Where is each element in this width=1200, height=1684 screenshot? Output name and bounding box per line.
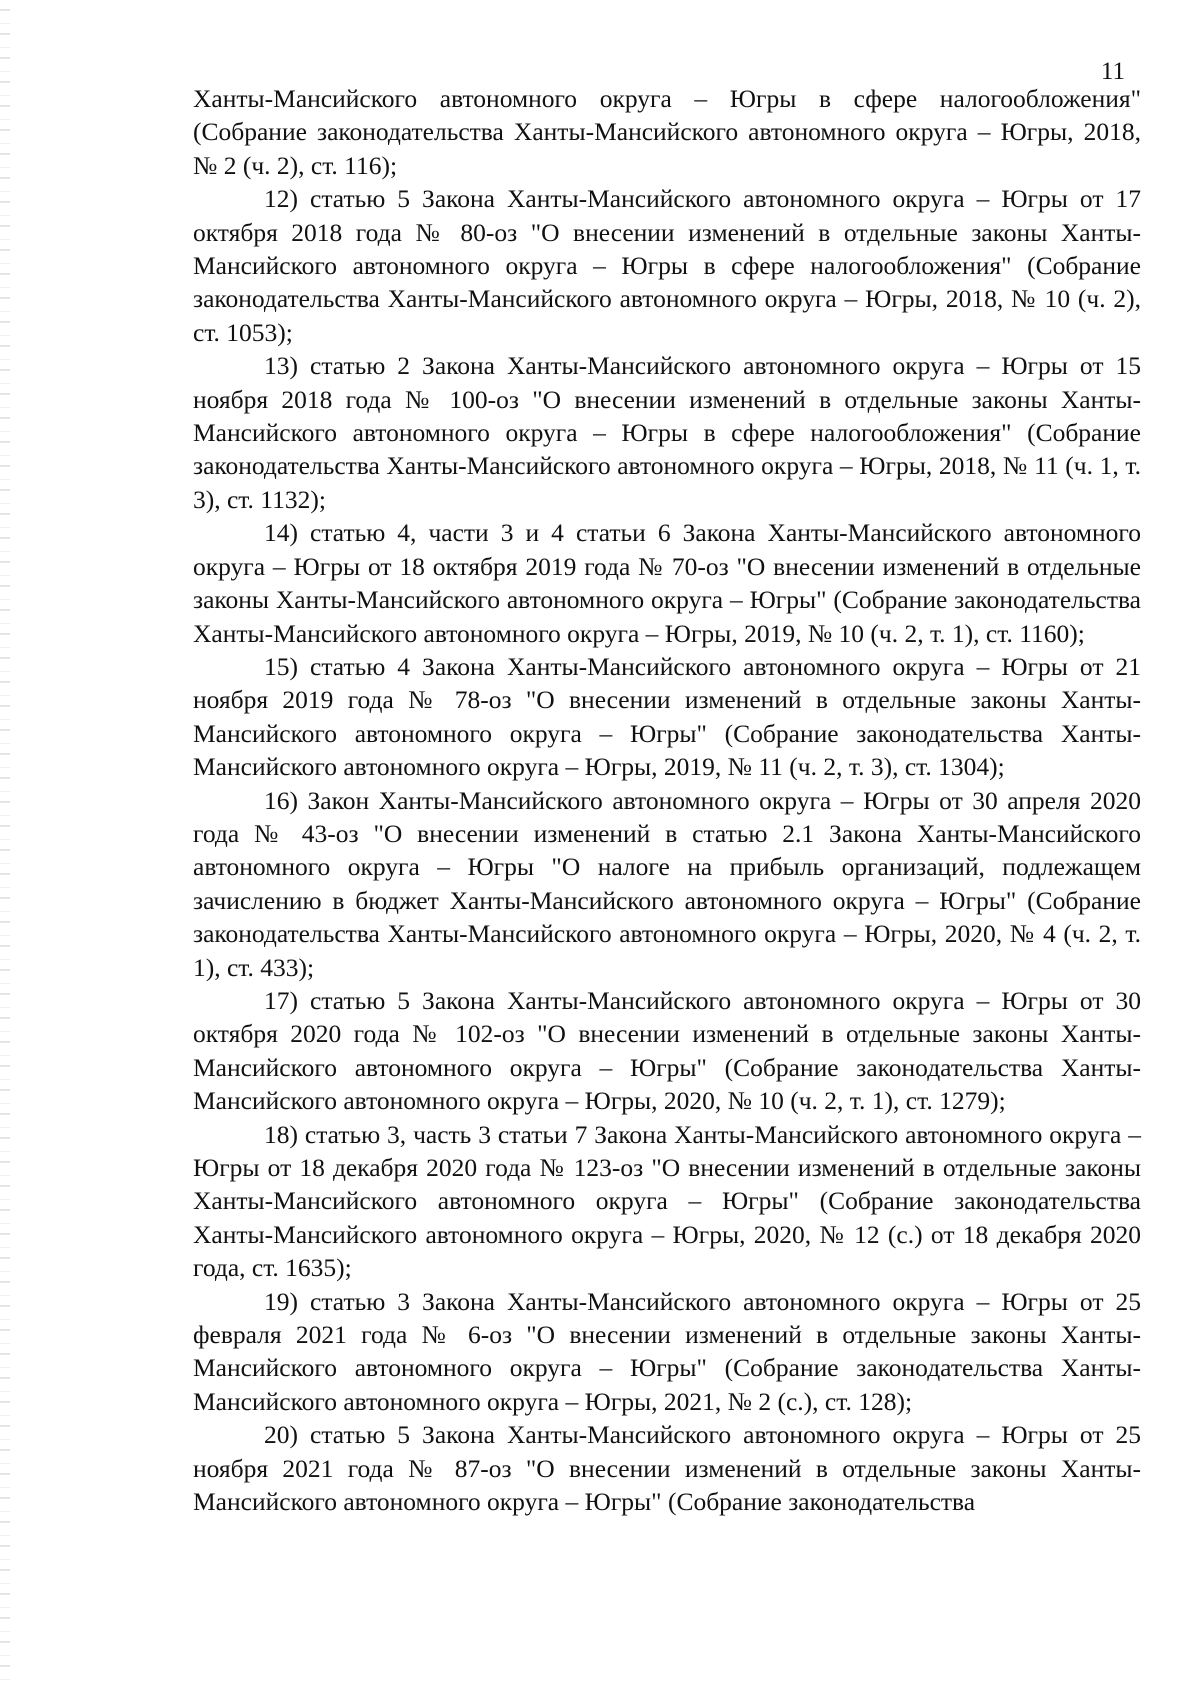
list-item-18: 18) статью 3, часть 3 статьи 7 Закона Ханты-Мансийского автономного округа – Югры от 18 декабря 2020 года № 123-оз "О внесении изменений в отдельные законы Ханты-Мансийского автономного округа – Югры" (Собрание законодательства Ханты-Мансийского автономного округа – Югры, 2020, № 12 (с.) от 18 декабря 2020 года, ст. 1635);	[193, 1119, 1141, 1283]
page-number: 11	[1100, 58, 1125, 85]
list-item-13: 13) статью 2 Закона Ханты-Мансийского автономного округа – Югры от 15 ноября 2018 года № 100-оз "О внесении изменений в отдельные законы Ханты-Мансийского автономного округа – Югры в сфере налогообложения" (Собрание законодательства Ханты-Мансийского автономного округа – Югры, 2018, № 11 (ч. 1, т. 3), ст. 1132);	[193, 351, 1141, 514]
list-item-16: 16) Закон Ханты-Мансийского автономного округа – Югры от 30 апреля 2020 года № 43-оз "О внесении изменений в статью 2.1 Закона Ханты-Мансийского автономного округа – Югры "О налоге на прибыль организаций, подлежащем зачислению в бюджет Ханты-Мансийского автономного округа – Югры" (Собрание законодательства Ханты-Мансийского автономного округа – Югры, 2020, № 4 (ч. 2, т. 1), ст. 433);	[193, 785, 1141, 982]
list-item-17: 17) статью 5 Закона Ханты-Мансийского автономного округа – Югры от 30 октября 2020 года № 102-оз "О внесении изменений в отдельные законы Ханты-Мансийского автономного округа – Югры" (Собрание законодательства Ханты-Мансийского автономного округа – Югры, 2020, № 10 (ч. 2, т. 1), ст. 1279);	[193, 985, 1141, 1116]
continuation-paragraph: Ханты-Мансийского автономного округа – Югры в сфере налогообложения" (Собрание законодательства Ханты-Мансийского автономного округа – Югры, 2018, № 2 (ч. 2), ст. 116);	[193, 84, 1141, 180]
scan-edge-artifact	[0, 0, 10, 1684]
list-item-19: 19) статью 3 Закона Ханты-Мансийского автономного округа – Югры от 25 февраля 2021 года № 6-оз "О внесении изменений в отдельные законы Ханты-Мансийского автономного округа – Югры" (Собрание законодательства Ханты-Мансийского автономного округа – Югры, 2021, № 2 (с.), ст. 128);	[193, 1286, 1141, 1416]
list-item-20: 20) статью 5 Закона Ханты-Мансийского автономного округа – Югры от 25 ноября 2021 года № 87-оз "О внесении изменений в отдельные законы Ханты-Мансийского автономного округа – Югры" (Собрание законодательства	[193, 1420, 1141, 1517]
list-item-15: 15) статью 4 Закона Ханты-Мансийского автономного округа – Югры от 21 ноября 2019 года № 78-оз "О внесении изменений в отдельные законы Ханты-Мансийского автономного округа – Югры" (Собрание законодательства Ханты-Мансийского автономного округа – Югры, 2019, № 11 (ч. 2, т. 3), ст. 1304);	[193, 651, 1141, 782]
list-item-12: 12) статью 5 Закона Ханты-Мансийского автономного округа – Югры от 17 октября 2018 года № 80-оз "О внесении изменений в отдельные законы Ханты-Мансийского автономного округа – Югры в сфере налогообложения" (Собрание законодательства Ханты-Мансийского автономного округа – Югры, 2018, № 10 (ч. 2), ст. 1053);	[193, 184, 1141, 347]
document-body	[193, 82, 1141, 1518]
list-item-14: 14) статью 4, части 3 и 4 статьи 6 Закона Ханты-Мансийского автономного округа – Югры от 18 октября 2019 года № 70-оз "О внесении изменений в отдельные законы Ханты-Мансийского автономного округа – Югры" (Собрание законодательства Ханты-Мансийского автономного округа – Югры, 2019, № 10 (ч. 2, т. 1), ст. 1160);	[193, 518, 1141, 648]
